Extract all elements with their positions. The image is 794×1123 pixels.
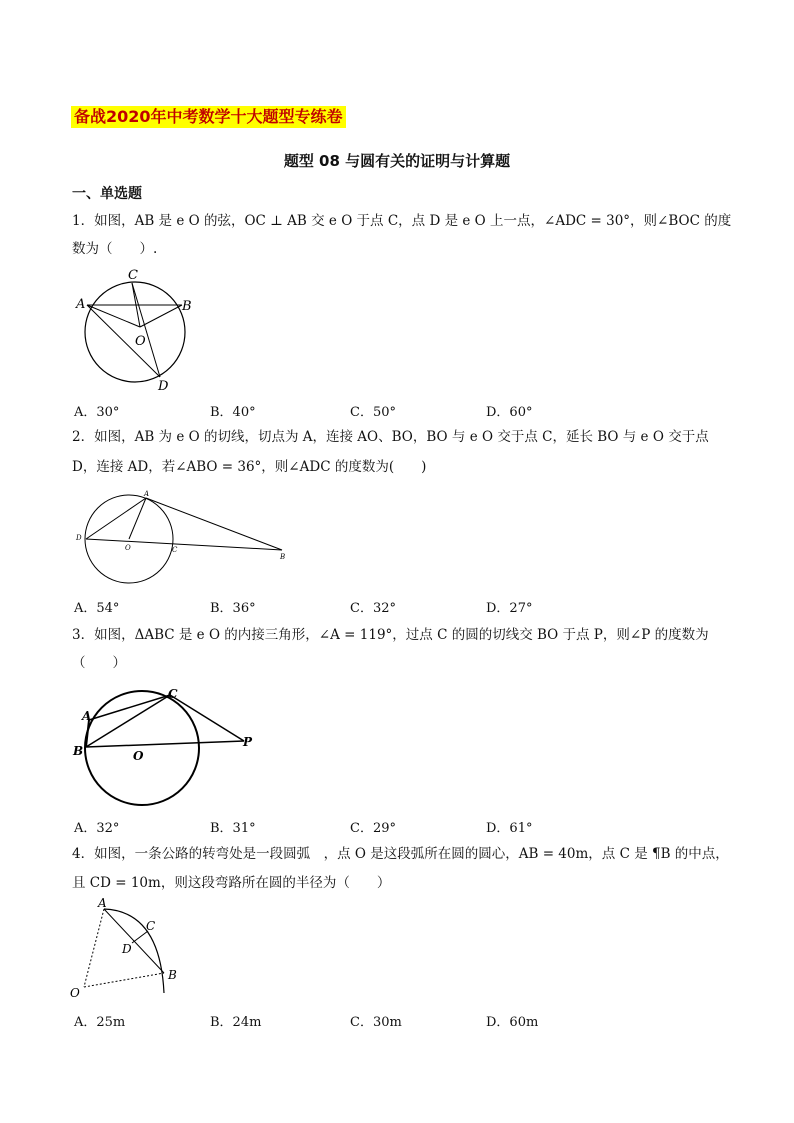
q3-label-p: P — [243, 735, 253, 749]
q2-option-a[interactable]: A．54° — [74, 601, 120, 616]
q2-label-b: B — [280, 553, 286, 561]
q4-option-a[interactable]: A．25m — [74, 1015, 126, 1030]
q2-option-c[interactable]: C．32° — [350, 601, 396, 616]
q1-text-line-1: 1．如图，AB 是 e O 的弦，OC ⊥ AB 交 e O 于点 C，点 D 是 e O 上一点，∠ADC = 30°，则∠BOC 的度 — [72, 213, 732, 229]
q3-text-line-1: 3．如图，ΔABC 是 e O 的内接三角形，∠A = 119°，过点 C 的圆的切线交 BO 于点 P，则∠P 的度数为 — [72, 627, 709, 643]
q2-label-c: C — [172, 546, 178, 554]
q4-label-o: O — [70, 986, 80, 1000]
q4-label-d: D — [122, 942, 132, 956]
q1-text-line-2: 数为（ ）. — [72, 241, 158, 257]
q3-label-b: B — [73, 744, 84, 758]
q3-label-c: C — [168, 687, 178, 701]
q4-figure — [62, 895, 192, 1005]
q3-figure — [72, 685, 262, 815]
q2-label-a: A — [144, 490, 150, 498]
q3-option-b[interactable]: B．31° — [210, 821, 256, 836]
q1-option-c[interactable]: C．50° — [350, 405, 396, 420]
q2-figure — [72, 488, 292, 588]
q2-option-b[interactable]: B．36° — [210, 601, 256, 616]
q3-option-c[interactable]: C．29° — [350, 821, 396, 836]
q3-option-d[interactable]: D．61° — [486, 821, 533, 836]
q2-text-line-1: 2．如图，AB 为 e O 的切线，切点为 A，连接 AO、BO，BO 与 e O 交于点 C，延长 BO 与 e O 交于点 — [72, 429, 709, 445]
q2-label-d: D — [76, 534, 82, 542]
q2-text-line-2: D，连接 AD，若∠ABO = 36°，则∠ADC 的度数为( ) — [72, 459, 427, 475]
q1-label-o: O — [135, 334, 146, 349]
q1-figure — [70, 265, 200, 395]
q4-text-line-2: 且 CD = 10m，则这段弯路所在圆的半径为（ ） — [72, 875, 391, 891]
page-title: 题型 08 与圆有关的证明与计算题 — [283, 152, 511, 170]
q4-option-c[interactable]: C．30m — [350, 1015, 402, 1030]
q4-label-b: B — [168, 968, 177, 982]
q1-option-b[interactable]: B．40° — [210, 405, 256, 420]
q1-label-c: C — [128, 268, 138, 283]
q1-label-d: D — [158, 379, 169, 394]
q3-label-a: A — [82, 709, 92, 723]
q2-label-o: O — [125, 544, 131, 552]
q4-label-c: C — [146, 919, 156, 933]
q2-option-d[interactable]: D．27° — [486, 601, 533, 616]
q1-label-a: A — [76, 297, 86, 312]
banner: 备战2020年中考数学十大题型专练卷 — [71, 106, 346, 128]
q1-option-a[interactable]: A．30° — [74, 405, 120, 420]
q3-text-line-2: （ ） — [72, 655, 126, 671]
q3-option-a[interactable]: A．32° — [74, 821, 120, 836]
q1-option-d[interactable]: D．60° — [486, 405, 533, 420]
q4-label-a: A — [98, 896, 107, 910]
q4-option-b[interactable]: B．24m — [210, 1015, 262, 1030]
q3-label-o: O — [133, 749, 144, 763]
section-heading: 一、单选题 — [72, 186, 142, 202]
q1-label-b: B — [182, 299, 192, 314]
q4-text-line-1: 4．如图，一条公路的转弯处是一段圆弧 ，点 O 是这段弧所在圆的圆心，AB = 40m，点 C 是 ¶B 的中点， — [72, 846, 729, 862]
q4-option-d[interactable]: D．60m — [486, 1015, 539, 1030]
